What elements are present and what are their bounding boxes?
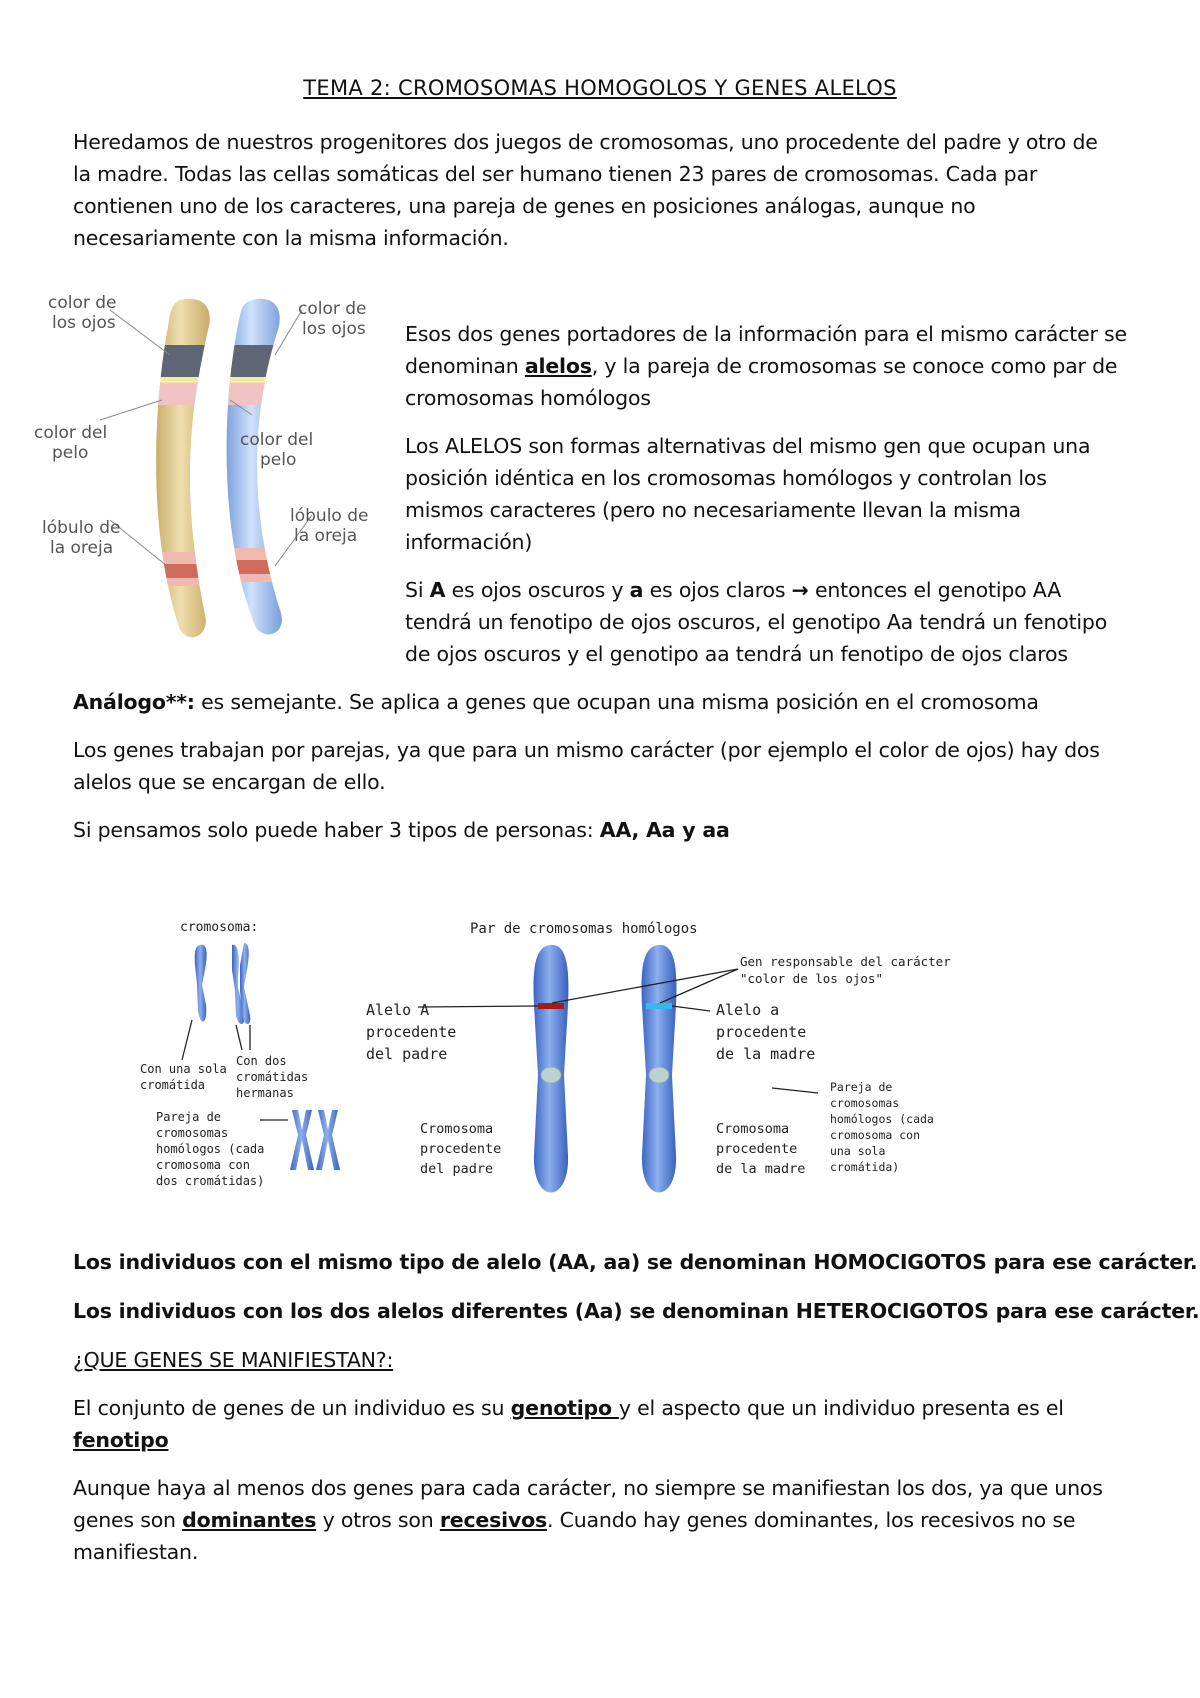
genotipo-line-1: Si A es ojos oscuros y a es ojos claros → entonces el genotipo AA <box>405 578 1062 602</box>
pareja-left-4: cromosoma con <box>156 1158 250 1172</box>
que-genes-heading: ¿QUE GENES SE MANIFIESTAN?: <box>73 1348 394 1372</box>
crom-madre-3: de la madre <box>716 1161 806 1177</box>
analogo-definition: Análogo**: es semejante. Se aplica a genes que ocupan una misma posición en el cromosoma <box>73 690 1039 714</box>
label-lobe-left-1: lóbulo de <box>42 518 121 538</box>
alelo-a-3: de la madre <box>716 1045 816 1063</box>
heterocigotos-line: Los individuos con los dos alelos diferentes (Aa) se denominan HETEROCIGOTOS para ese carácter. <box>73 1299 1200 1323</box>
crom-padre-1: Cromosoma <box>420 1121 494 1137</box>
alelo-A-2: procedente <box>366 1023 457 1041</box>
homocigotos-line: Los individuos con el mismo tipo de alelo (AA, aa) se denominan HOMOCIGOTOS para ese carácter. <box>73 1250 1198 1274</box>
una-cromatida-1: Con una sola <box>140 1062 227 1076</box>
label-eye-right-1: color de <box>298 299 367 319</box>
label-lobe-left-2: la oreja <box>50 538 114 558</box>
homologous-pair-alleles-figure <box>140 915 990 1225</box>
gen-label-1: Gen responsable del carácter <box>740 954 951 969</box>
intro-line-4: necesariamente con la misma información. <box>73 226 509 250</box>
pareja-right-3: homólogos (cada <box>830 1112 934 1126</box>
blue-hair-gene-band <box>200 383 320 405</box>
allele-a-band <box>646 1003 672 1009</box>
blue-eye-gene-band <box>200 345 320 377</box>
crom-madre-1: Cromosoma <box>716 1121 790 1137</box>
conjunto-line-1: El conjunto de genes de un individuo es su genotipo y el aspecto que un individuo presenta es el <box>73 1396 1064 1420</box>
cromosoma-label: cromosoma: <box>180 920 259 935</box>
crom-padre-3: del padre <box>420 1161 494 1177</box>
parejas-line-2: alelos que se encargan de ello. <box>73 770 386 794</box>
intro-line-2: la madre. Todas las cellas somáticas del ser humano tienen 23 pares de cromosomas. Cada par <box>73 162 1038 186</box>
label-eye-left-2: los ojos <box>52 313 116 333</box>
intro-line-1: Heredamos de nuestros progenitores dos juegos de cromosomas, uno procedente del padre y otro de <box>73 130 1098 154</box>
arrow-icon: → <box>791 578 809 602</box>
two-chromatid-chromosome <box>232 943 250 1024</box>
crom-madre-2: procedente <box>716 1141 798 1157</box>
genotipo-line-2: tendrá un fenotipo de ojos oscuros, el genotipo Aa tendrá un fenotipo <box>405 610 1108 634</box>
conjunto-line-2: fenotipo <box>73 1428 169 1452</box>
alelos-def-line-2: posición idéntica en los cromosomas homólogos y controlan los <box>405 466 1047 490</box>
alelos-def-line-3: mismos caracteres (pero no necesariamente llevan la misma <box>405 498 1021 522</box>
gen-label-2: "color de los ojos" <box>740 971 883 986</box>
pareja-left-5: dos cromátidas) <box>156 1174 265 1188</box>
alelos-line-1: Esos dos genes portadores de la información para el mismo carácter se <box>405 322 1127 346</box>
par-title: Par de cromosomas homólogos <box>470 921 698 937</box>
genotipo-line-3: de ojos oscuros y el genotipo aa tendrá un fenotipo de ojos claros <box>405 642 1068 666</box>
alelo-a-2: procedente <box>716 1023 807 1041</box>
pareja-left-1: Pareja de <box>156 1110 222 1124</box>
label-eye-left-1: color de <box>48 293 117 313</box>
father-centromere <box>541 1067 561 1083</box>
alelo-a-1: Alelo a <box>716 1001 780 1019</box>
alelo-A-1: Alelo A <box>366 1001 430 1019</box>
pareja-right-6: cromátida) <box>830 1160 900 1174</box>
blue-lobe-gene-band <box>200 560 320 574</box>
alelos-def-line-1: Los ALELOS son formas alternativas del mismo gen que ocupan una <box>405 434 1091 458</box>
allele-A-band <box>538 1003 564 1009</box>
dos-cromatidas-2: cromátidas <box>236 1070 309 1084</box>
aunque-line-2: genes son dominantes y otros son recesivos. Cuando hay genes dominantes, los recesivos no se <box>73 1508 1076 1532</box>
single-chromatid-chromosome <box>195 945 207 1022</box>
pareja-right-4: cromosoma con <box>830 1128 921 1142</box>
label-hair-right-2: pelo <box>260 450 297 470</box>
parejas-line-1: Los genes trabajan por parejas, ya que para un mismo carácter (por ejemplo el color de ojos) hay dos <box>73 738 1100 762</box>
pareja-right-2: cromosomas <box>830 1096 900 1110</box>
dos-cromatidas-3: hermanas <box>236 1086 294 1100</box>
dos-cromatidas-1: Con dos <box>236 1054 287 1068</box>
alelos-line-2: denominan alelos, y la pareja de cromosomas se conoce como par de <box>405 354 1118 378</box>
pareja-left-3: homólogos (cada <box>156 1142 265 1156</box>
small-homologous-pair <box>290 1110 340 1170</box>
label-hair-left-2: pelo <box>52 443 89 463</box>
label-hair-right-1: color del <box>240 430 314 450</box>
pareja-right-1: Pareja de <box>830 1080 893 1094</box>
alelos-def-line-4: información) <box>405 530 533 554</box>
pareja-left-2: cromosomas <box>156 1126 229 1140</box>
tipos-personas: Si pensamos solo puede haber 3 tipos de personas: AA, Aa y aa <box>73 818 730 842</box>
label-lobe-right-2: la oreja <box>294 526 358 546</box>
yellow-lobe-gene-band <box>130 564 250 578</box>
intro-line-3: contienen uno de los caracteres, una pareja de genes en posiciones análogas, aunque no <box>73 194 976 218</box>
alelos-line-3: cromosomas homólogos <box>405 386 651 410</box>
alelo-A-3: del padre <box>366 1045 448 1063</box>
label-hair-left-1: color del <box>34 423 108 443</box>
page-title: TEMA 2: CROMOSOMAS HOMOGOLOS Y GENES ALELOS <box>303 76 897 100</box>
pareja-right-5: una sola <box>830 1144 886 1158</box>
aunque-line-1: Aunque haya al menos dos genes para cada carácter, no siempre se manifiestan los dos, ya que unos <box>73 1476 1103 1500</box>
label-lobe-right-1: lóbulo de <box>290 506 369 526</box>
crom-padre-2: procedente <box>420 1141 502 1157</box>
mother-centromere <box>649 1067 669 1083</box>
aunque-line-3: manifiestan. <box>73 1540 199 1564</box>
una-cromatida-2: cromátida <box>140 1078 206 1092</box>
label-eye-right-2: los ojos <box>302 319 366 339</box>
homologous-chromosomes-figure <box>30 290 380 650</box>
